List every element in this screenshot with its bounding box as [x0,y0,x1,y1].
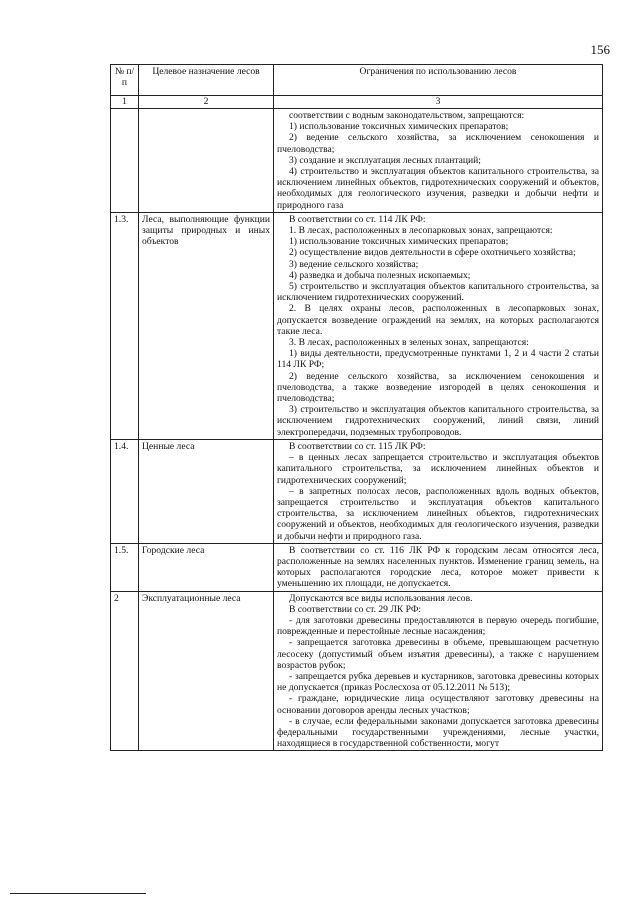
restrictions-cell [274,591,603,751]
row-number [111,109,139,213]
restriction-paragraph: 2. В целях охраны лесов, расположенных в лесопарковых зонах, допускается возведение ограждений на землях, на которых располагаются такие леса. [277,303,599,337]
restriction-paragraph: - граждане, юридические лица осуществляют заготовку древесины на основании договоров аренды лесных участков; [277,693,599,716]
restriction-paragraph: В соответствии со ст. 116 ЛК РФ к городским лесам относятся леса, расположенные на землях населенных пунктов. Изменение границ земель, на которых располагаются городские леса, которое может привести к уменьшению их площади, не допускается. [277,544,599,590]
restrictions-cell [274,543,603,591]
restriction-paragraph: В соответствии со ст. 29 ЛК РФ: [289,603,422,615]
restriction-paragraph: 5) строительство и эксплуатация объектов капитального строительства, за исключением гидротехнических сооружений. [277,281,599,304]
header-number: № п/п [111,65,139,96]
header-restrictions: Ограничения по использованию лесов [274,65,603,96]
footnote-separator [10,893,146,894]
table-row [111,109,603,213]
restriction-paragraph: 1. В лесах, расположенных в лесопарковых зонах, запрещаются: [289,225,553,237]
table-row [111,212,603,439]
restriction-paragraph: соответствии с водным законодательством, запрещаются: [289,110,525,121]
restriction-paragraph: 1) использование токсичных химических препаратов; [289,121,509,133]
restriction-paragraph: – в ценных лесах запрещается строительство и эксплуатация объектов капитального строительства, за исключением линейных объектов и гидротехнических сооружений; [277,452,599,486]
row-number: 1.3. [111,212,139,439]
forest-purpose: Леса, выполняющие функции защиты природных и иных объектов [139,212,274,439]
restriction-paragraph: 4) разведка и добыча полезных ископаемых; [289,269,471,281]
restriction-paragraph: 1) использование токсичных химических препаратов; [289,236,509,248]
column-number: 2 [139,96,274,109]
table-header-row [111,65,603,96]
restriction-paragraph: 3. В лесах, расположенных в зеленых зонах, запрещаются: [289,337,529,349]
restriction-paragraph: – в запретных полосах лесов, расположенных вдоль водных объектов, запрещается строительство и эксплуатация объектов капитального строительства, за исключением линейных объектов, гидротехнических сооружений и объектов, необходимых для геологического изучения, разведки и добычи нефти и природного газа. [277,485,599,542]
forest-purpose [139,109,274,213]
table-row [111,591,603,751]
page-number: 156 [590,42,610,57]
row-number: 1.4. [111,439,139,543]
forest-purpose: Городские леса [139,543,274,591]
column-number: 3 [274,96,603,109]
restriction-paragraph: 3) создание и эксплуатация лесных плантаций; [289,154,481,166]
header-purpose: Целевое назначение лесов [139,65,274,96]
restriction-paragraph: 4) строительство и эксплуатация объектов капитального строительства, за исключением линейных объектов, гидротехнических сооружений и объектов, необходимых для геологического изучения, разведки и добычи нефти и природного газа [277,166,599,211]
restriction-paragraph: 2) ведение сельского хозяйства, за исключением сенокошения и пчеловодства; [277,132,599,155]
restrictions-cell [274,109,603,213]
restriction-paragraph: 3) строительство и эксплуатация объектов капитального строительства, за исключением гидротехнических сооружений, линий связи, линий электропередачи, подземных трубопроводов. [277,404,599,438]
restriction-paragraph: 2) осуществление видов деятельности в сфере охотничьего хозяйства; [289,247,576,259]
row-number: 2 [111,591,139,751]
forest-purpose: Эксплуатационные леса [139,591,274,751]
restrictions-cell [274,439,603,543]
table-row [111,543,603,591]
restrictions-cell [274,212,603,439]
forest-restrictions-table [110,64,603,751]
restriction-paragraph: - для заготовки древесины предоставляются в первую очередь погибшие, поврежденные и перестойные лесные насаждения; [277,614,599,638]
column-number: 1 [111,96,139,109]
restriction-paragraph: 3) ведение сельского хозяйства; [289,258,419,270]
restriction-paragraph: В соответствии со ст. 114 ЛК РФ: [289,213,426,225]
restriction-paragraph: 1) виды деятельности, предусмотренные пунктами 1, 2 и 4 части 2 статьи 114 ЛК РФ; [277,348,599,371]
row-number: 1.5. [111,543,139,591]
restriction-paragraph: - в случае, если федеральными законами допускается заготовка древесины федеральными государственными учреждениями, лесные участки, находящиеся в государственной собственности, могут [277,715,599,750]
restriction-paragraph: В соответствии со ст. 115 ЛК РФ: [289,440,426,452]
restriction-paragraph: 2) ведение сельского хозяйства, за исключением сенокошения и пчеловодства, а также возведение изгородей в целях сенокошения и пчеловодства; [277,370,599,405]
table-row [111,439,603,543]
restriction-paragraph: - запрещается заготовка древесины в объеме, превышающем расчетную лесосеку (допустимый объем изъятия древесины), а также с нарушением возрастов рубок; [277,637,599,671]
restriction-paragraph: - запрещается рубка деревьев и кустарников, заготовка древесины которых не допускается (приказ Рослесхоза от 05.12.2011 № 513); [277,670,599,694]
column-number-row [111,96,603,109]
restriction-paragraph: Допускаются все виды использования лесов. [289,592,473,604]
forest-purpose: Ценные леса [139,439,274,543]
